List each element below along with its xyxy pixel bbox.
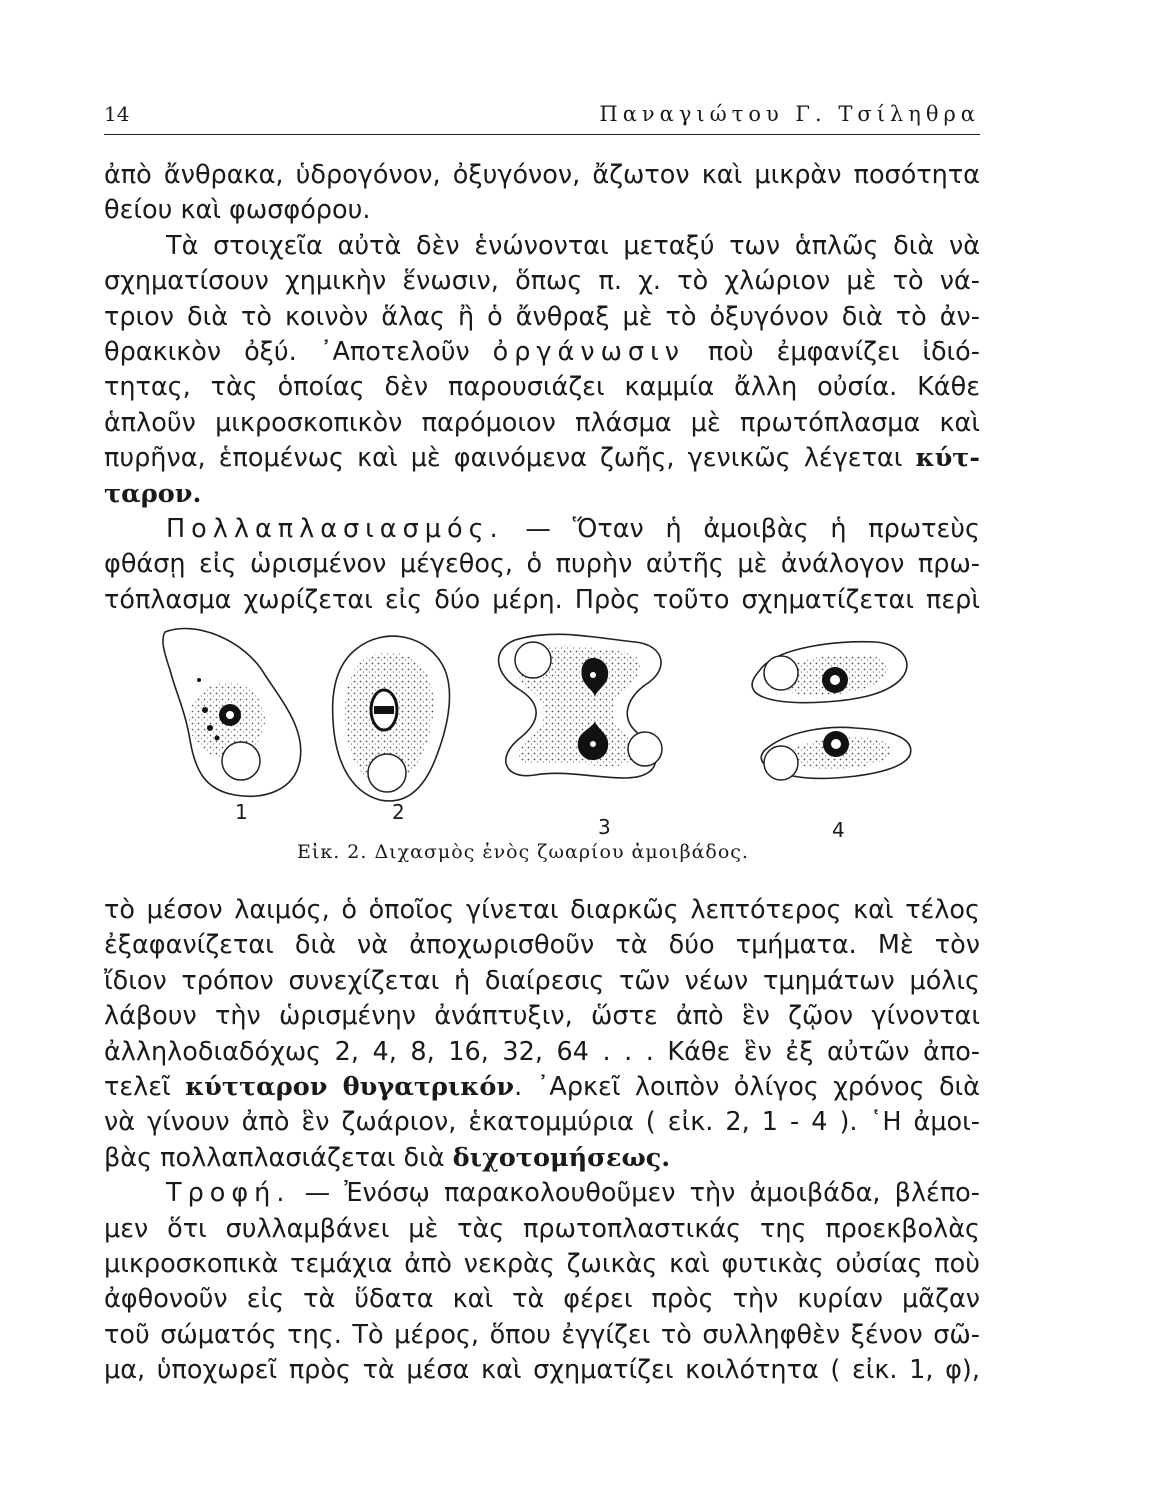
text-line: Τροφή. — Ἐνόσῳ παρακολουθοῦμεν τὴν ἀμοιβάδα, βλέπο-: [166, 1178, 980, 1209]
text-block-top: [104, 158, 980, 618]
figure-label-2: 2: [392, 800, 405, 824]
text-line: τόπλασμα χωρίζεται εἰς δύο μέρη. Πρὸς τοῦτο σχηματίζεται περὶ: [104, 584, 980, 615]
text-line: λάβουν τὴν ὡρισμένην ἀνάπτυξιν, ὥστε ἀπὸ ἓν ζῷον γίνονται: [104, 1001, 980, 1032]
text-line: τὸ μέσον λαιμός, ὁ ὁποῖος γίνεται διαρκῶς λεπτότερος καὶ τέλος: [104, 895, 980, 925]
section-heading: Πολλαπλασιασμός.: [166, 513, 504, 544]
figure-caption: Εἰκ. 2. Διχασμὸς ἑνὸς ζωαρίου ἀμοιβάδος.: [297, 841, 749, 863]
bold-term: κύτ-: [915, 443, 980, 474]
text-line: τριον διὰ τὸ κοινὸν ἅλας ἢ ὁ ἄνθραξ μὲ τὸ ὀξυγόνον διὰ τὸ ἀν-: [104, 301, 980, 332]
figure-label-1: 1: [235, 800, 248, 824]
figure-label-3: 3: [598, 815, 611, 839]
text-line: σχηματίσουν χημικὴν ἕνωσιν, ὅπως π. χ. τὸ χλώριον μὲ τὸ νά-: [104, 266, 980, 297]
text-line: φθάσῃ εἰς ὡρισμένον μέγεθος, ὁ πυρὴν αὐτῆς μὲ ἀνάλογον πρω-: [104, 549, 980, 580]
text-line: ἐξαφανίζεται διὰ νὰ ἀποχωρισθοῦν τὰ δύο τμήματα. Μὲ τὸν: [104, 930, 980, 961]
text-line: μα, ὑποχωρεῖ πρὸς τὰ μέσα καὶ σχηματίζει κοιλότητα ( εἰκ. 1, φ),: [104, 1355, 980, 1386]
text-line: πυρῆνα, ἑπομένως καὶ μὲ φαινόμενα ζωῆς, γενικῶς λέγεται κύτ-: [104, 443, 980, 474]
text-line: τοῦ σώματός της. Τὸ μέρος, ὅπου ἐγγίζει τὸ συλληφθὲν ξένον σῶ-: [104, 1319, 980, 1350]
text-line: τητας, τὰς ὁποίας δὲν παρουσιάζει καμμία ἄλλη οὐσία. Κάθε: [104, 372, 980, 403]
text-block-bottom: [104, 893, 980, 1388]
amoeba-division-figure: [155, 620, 985, 870]
text-line: βὰς πολλαπλασιάζεται διὰ διχοτομήσεως.: [104, 1142, 671, 1173]
page-number: 14: [104, 102, 130, 126]
text-line: [104, 477, 980, 512]
bold-term: κύτταρον θυγατρικόν: [185, 1071, 515, 1102]
page-header: [104, 98, 980, 135]
text-line: Πολλαπλασιασμός. — Ὅταν ἡ ἀμοιβὰς ἡ πρωτεὺς: [166, 513, 980, 544]
text-line: ἁπλοῦν μικροσκοπικὸν παρόμοιον πλάσμα μὲ πρωτόπλασμα καὶ: [104, 407, 980, 438]
text-line: μεν ὅτι συλλαμβάνει μὲ τὰς πρωτοπλαστικάς της προεκβολὰς: [104, 1213, 980, 1244]
amoeba-illustration: [155, 620, 985, 870]
text-line: νὰ γίνουν ἀπὸ ἓν ζωάριον, ἑκατομμύρια ( εἰκ. 2, 1 - 4 ). ῾Η ἀμοι-: [104, 1107, 980, 1138]
amoeba-stage-3: [499, 634, 662, 778]
amoeba-stage-1: [163, 629, 301, 797]
text-line: ἴδιον τρόπον συνεχίζεται ἡ διαίρεσις τῶν νέων τμημάτων μόλις: [104, 965, 980, 996]
bold-term: διχοτομήσεως.: [452, 1142, 671, 1173]
text-line: θρακικὸν ὀξύ. ᾿Αποτελοῦν ὀργάνωσιν ποὺ ἐμφανίζει ἰδιό-: [104, 336, 980, 367]
text-line: ἀφθονοῦν εἰς τὰ ὕδατα καὶ τὰ φέρει πρὸς τὴν κυρίαν μᾶζαν: [104, 1284, 980, 1315]
text-line: ἀπὸ ἄνθρακα, ὑδρογόνον, ὀξυγόνον, ἄζωτον καὶ μικρὰν ποσότητα: [104, 160, 980, 190]
text-line: μικροσκοπικὰ τεμάχια ἀπὸ νεκρὰς ζωικὰς καὶ φυτικὰς οὐσίας ποὺ: [104, 1248, 980, 1279]
text-line: Τὰ στοιχεῖα αὐτὰ δὲν ἑνώνονται μεταξύ των ἁπλῶς διὰ νὰ: [166, 230, 980, 261]
spaced-term: ὀργάνωσιν: [492, 336, 685, 367]
amoeba-stage-4: [752, 642, 911, 780]
amoeba-stage-2: [333, 636, 450, 801]
figure-label-4: 4: [832, 818, 845, 842]
text-line: ἀλληλοδιαδόχως 2, 4, 8, 16, 32, 64 . . . Κάθε ἓν ἐξ αὐτῶν ἀπο-: [104, 1036, 980, 1067]
section-heading: Τροφή.: [166, 1178, 291, 1209]
text-line: θείου καὶ φωσφόρου.: [104, 195, 371, 226]
running-head: Παναγιώτου Γ. Τσίληθρα: [599, 102, 980, 126]
bold-term: ταρον.: [104, 478, 202, 509]
text-line: τελεῖ κύτταρον θυγατρικόν. ᾿Αρκεῖ λοιπὸν ὀλίγος χρόνος διὰ: [104, 1071, 980, 1102]
